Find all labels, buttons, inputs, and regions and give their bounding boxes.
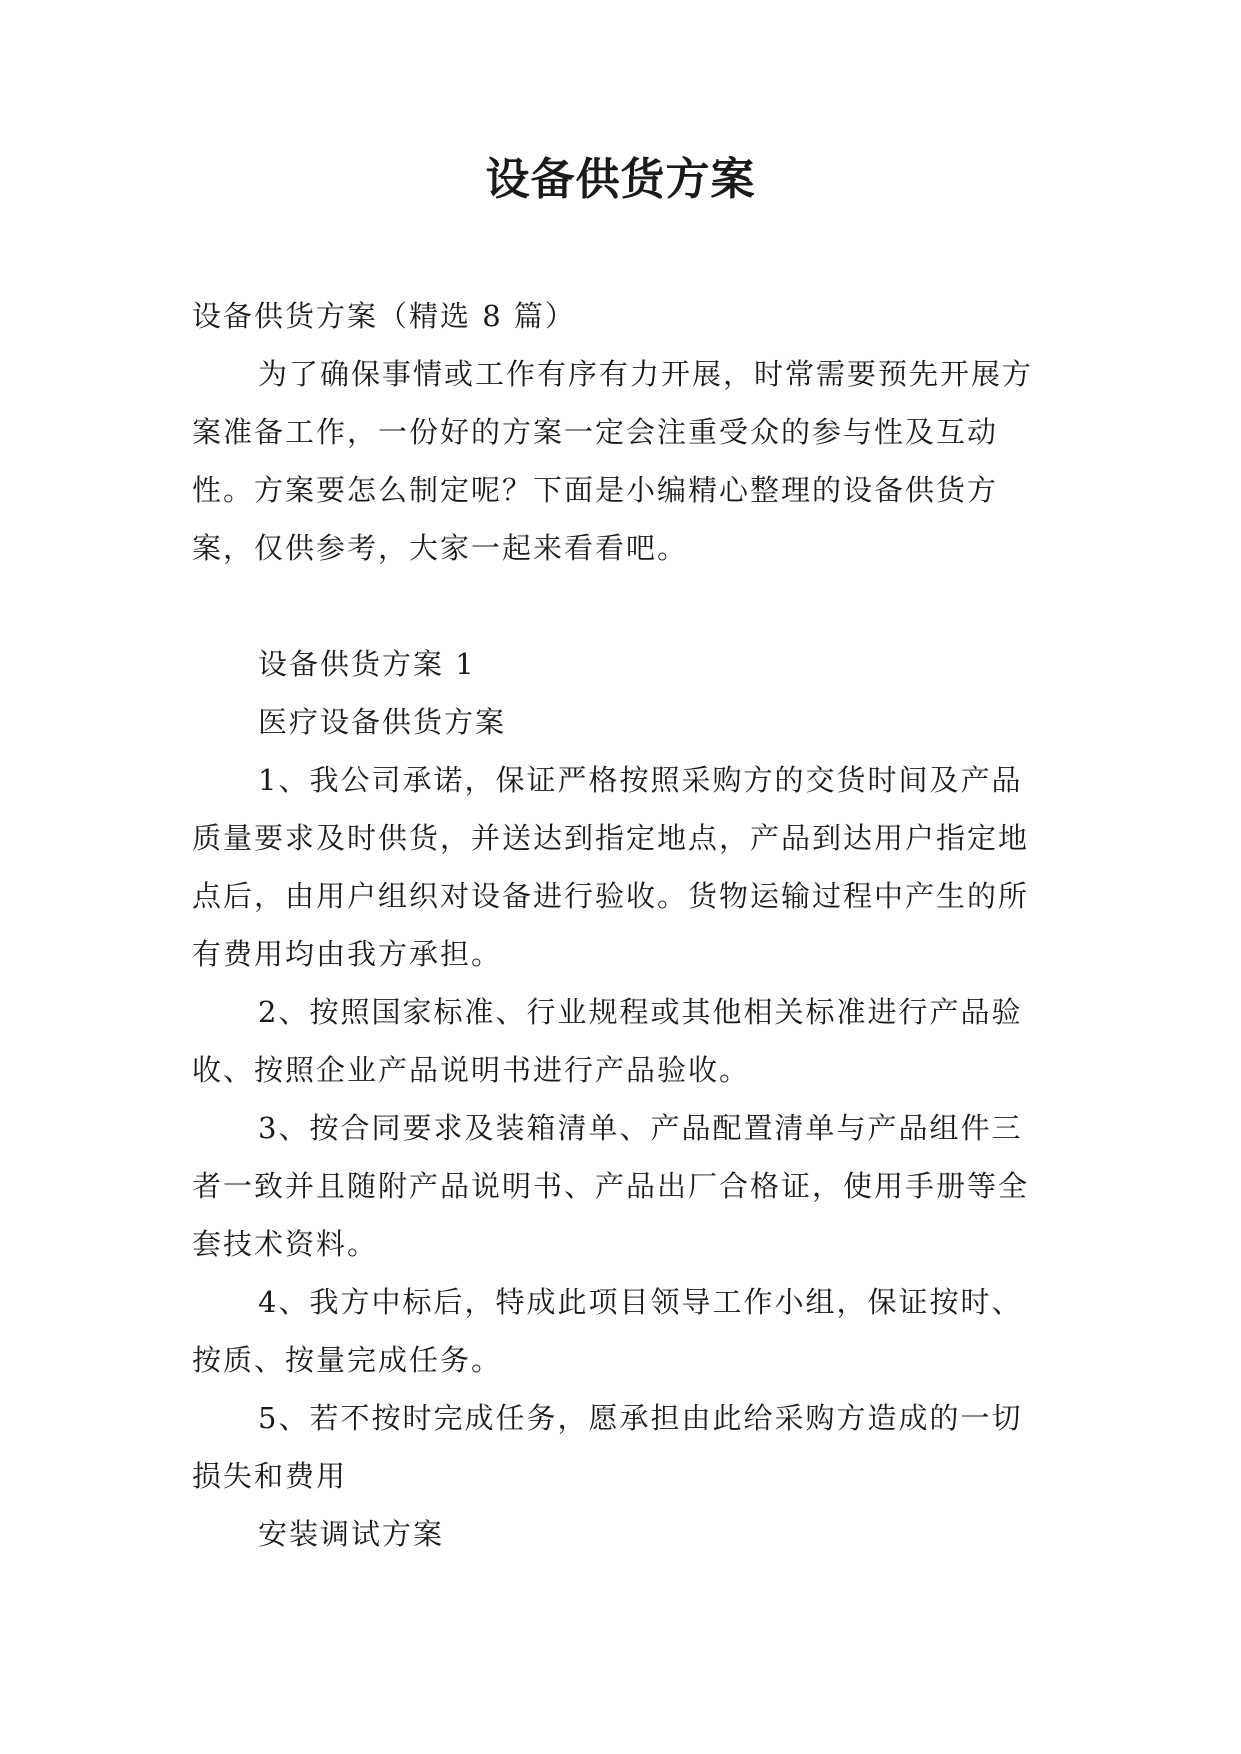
section-subheading: 医疗设备供货方案 — [258, 705, 507, 739]
section-heading: 设备供货方案 1 — [258, 647, 476, 681]
list-item: 1、我公司承诺，保证严格按照采购方的交货时间及产品质量要求及时供货，并送达到指定地点，产品到达用户指定地点后，由用户组织对设备进行验收。货物运输过程中产生的所有费用均由我方承担。 — [192, 763, 1030, 971]
closing-heading: 安装调试方案 — [258, 1517, 445, 1551]
paragraph-spacer — [192, 577, 1042, 635]
intro-paragraph: 为了确保事情或工作有序有力开展，时常需要预先开展方案准备工作，一份好的方案一定会注重受众的参与性及互动性。方案要怎么制定呢？下面是小编精心整理的设备供货方案，仅供参考，大家一起来看看吧。 — [192, 357, 1034, 565]
page-title: 设备供货方案 — [485, 154, 756, 205]
list-item: 3、按合同要求及装箱清单、产品配置清单与产品组件三者一致并且随附产品说明书、产品出厂合格证，使用手册等全套技术资料。 — [192, 1111, 1030, 1261]
list-item: 5、若不按时完成任务，愿承担由此给采购方造成的一切损失和费用 — [192, 1401, 1023, 1493]
list-item: 4、我方中标后，特成此项目领导工作小组，保证按时、按质、按量完成任务。 — [192, 1285, 1023, 1377]
list-item: 2、按照国家标准、行业规程或其他相关标准进行产品验收、按照企业产品说明书进行产品验收。 — [192, 995, 1023, 1087]
document-body — [192, 287, 1042, 1563]
document-subtitle: 设备供货方案（精选 8 篇） — [192, 299, 576, 333]
